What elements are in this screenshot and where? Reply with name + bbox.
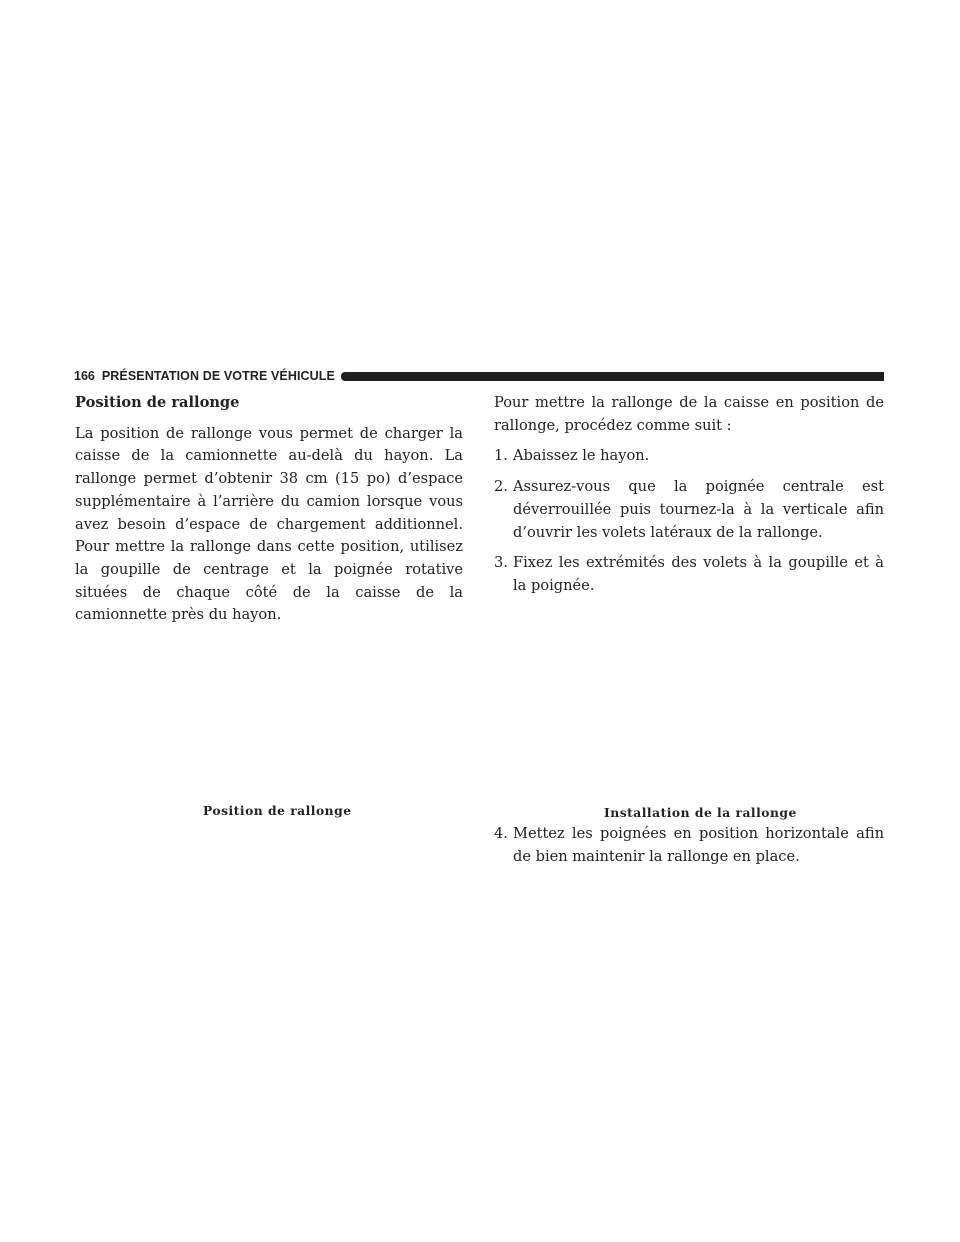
step-number: 4.: [494, 825, 508, 842]
step-item: [494, 823, 884, 868]
header-rule: [341, 372, 884, 381]
figure-caption-right: Installation de la rallonge: [604, 805, 797, 820]
right-column: [494, 392, 884, 598]
section-heading: Position de rallonge: [75, 394, 240, 411]
figure-left: [75, 580, 463, 790]
step-item: [494, 476, 884, 544]
step-text: Assurez-vous que la poignée centrale est déverrouillée puis tournez-la à la verticale afin d’ouvrir les volets latéraux de la rallonge.: [513, 478, 884, 541]
figure-caption-left: Position de rallonge: [203, 803, 352, 818]
step-text: Abaissez le hayon.: [513, 447, 650, 465]
step-text: Mettez les poignées en position horizontale afin de bien maintenir la rallonge en place.: [513, 825, 884, 865]
step-list: [494, 445, 884, 597]
section-title: PRÉSENTATION DE VOTRE VÉHICULE: [101, 369, 335, 383]
step-text: Fixez les extrémités des volets à la goupille et à la poignée.: [513, 554, 884, 594]
body-paragraph: La position de rallonge vous permet de charger la caisse de la camionnette au-delà du hayon. La rallonge permet d’obtenir 38 cm (15 po) d’espace supplémentaire à l’arrière du camion lorsque vous avez besoin d’espace de chargement additionnel. Pour mettre la rallonge dans cette position, utilisez la goupille de centrage et la poignée rotative situées de chaque côté de la caisse de la camionnette près du hayon.: [75, 424, 463, 624]
page-header: [74, 367, 884, 385]
step-item: [494, 445, 884, 468]
step-number: 1.: [494, 447, 508, 465]
step-number: 2.: [494, 478, 508, 496]
figure-right: [494, 580, 884, 790]
step-number: 3.: [494, 554, 508, 572]
intro-paragraph: Pour mettre la rallonge de la caisse en position de rallonge, procédez comme suit :: [494, 394, 884, 434]
page-number: 166: [74, 369, 95, 383]
step-list-continued: [494, 823, 884, 868]
